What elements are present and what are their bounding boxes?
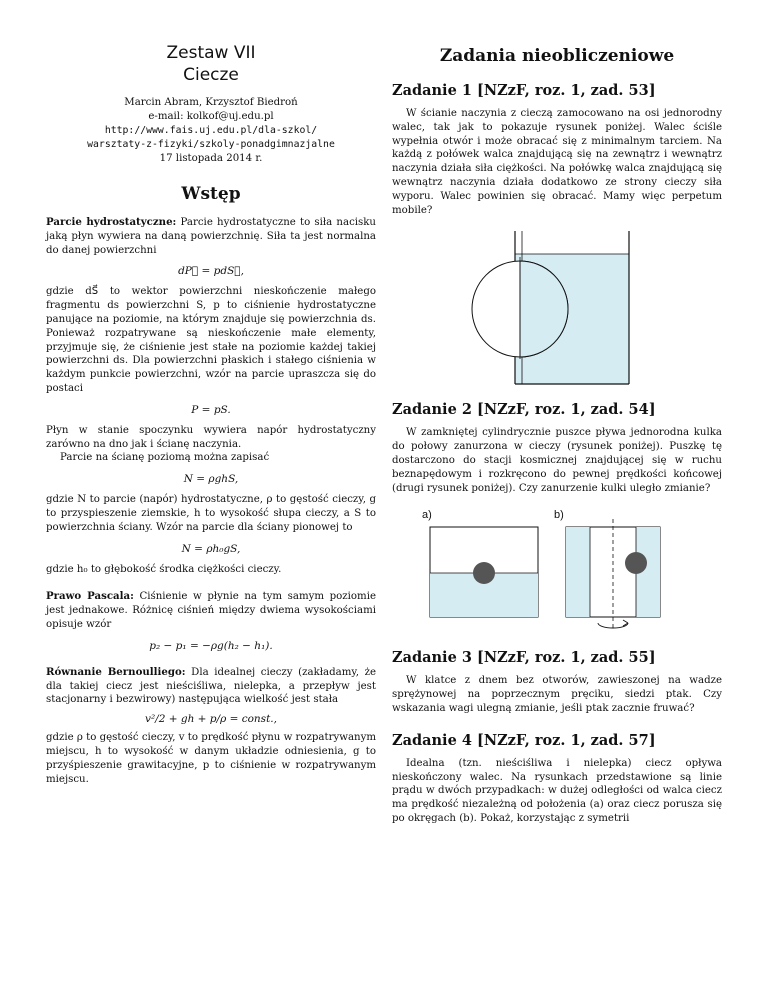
- bernoulli-paragraph: [46, 666, 376, 707]
- z4-text: Idealna (tzn. nieściśliwa i nielepka) ciecz opływa nieskończony walec. Na rysunkach przedstawione są linie prądu w dwóch przypadkach: w dużej odległości od walca ciecz ma prędkość niezależną od położenia (a) oraz ciecz porusza się po okręgach (b). Pokaż, korzystając z symetrii: [392, 757, 722, 824]
- email: e-mail: kolkof@uj.edu.pl: [148, 111, 274, 122]
- napor-text-2: Parcie na ścianę poziomą można zapisać: [60, 452, 270, 464]
- set-title: Zestaw VII: [166, 43, 256, 63]
- fig-label-b: b): [554, 509, 564, 522]
- z2-text: W zamkniętej cylindrycznie puszce pływa jednorodna kulka do połowy zanurzona w cieczy (rysunek poniżej). Puszkę tę dostarczono do stacji kosmicznej znajdującej się w ruchu beznapędowym i rozkręcono do pewnej prędkości końcowej (drugi rysunek poniżej). Czy zanurzenie kulki uległo zmianie?: [392, 427, 722, 494]
- liquid-b-left: [566, 527, 590, 617]
- url-line-1: http://www.fais.uj.edu.pl/dla-szkol/: [104, 125, 318, 136]
- authors: Marcin Abram, Krzysztof Biedroń: [124, 97, 298, 108]
- figure-cylinder-in-wall: [392, 229, 722, 389]
- ball-a: [473, 562, 495, 584]
- fig-label-a: a): [422, 509, 432, 522]
- url-line-2: warsztaty-z-fizyki/szkoly-ponadgimnazjalne: [87, 139, 335, 150]
- bernoulli-text: Dla idealnej cieczy (zakładamy, że dla takiej ciecz jest nieściśliwa, nielepka, a przepływ jest stacjonarny i bezwirowy) następująca wielkość jest stała: [46, 666, 377, 706]
- right-column: [392, 0, 722, 826]
- eq-p: P = pS.: [191, 403, 231, 416]
- bernoulli-label: Równanie Bernoulliego:: [46, 665, 186, 678]
- eq-pascal: p₂ − p₁ = −ρg(h₂ − h₁).: [149, 639, 273, 652]
- z1-title: Zadanie 1 [NZzF, roz. 1, zad. 53]: [392, 82, 656, 99]
- eq-dp: dP⃗ = pdS⃗,: [178, 265, 244, 278]
- z3-title: Zadanie 3 [NZzF, roz. 1, zad. 55]: [392, 649, 656, 667]
- hydro-text: Parcie hydrostatyczne to siła nacisku jaką płyn wywiera na daną powierzchnię. Siła ta jest normalna do danej powierzchni: [46, 217, 376, 256]
- date: 17 listopada 2014 r.: [159, 153, 263, 164]
- set-subtitle: Ciecze: [183, 65, 239, 85]
- z1-text: W ścianie naczynia z cieczą zamocowano na osi jednorodny walec, tak jak to pokazuje rysunek poniżej. Walec ściśle wypełnia otwór i może obracać się z minimalnym tarciem. Na każdą z połówek walca znajdującą się na zewnątrz i wewnątrz naczynia działa siła ciężkości. Na połówkę walca znajdującą się wewnątrz naczynia działa dodatkowo ze strony cieczy siła wyporu. Walec powinien się obracać. Mamy więc perpetum mobile?: [392, 108, 722, 216]
- pascal-text: Ciśnienie w płynie na tym samym poziomie jest jednakowe. Różnicę ciśnień między dwiema wysokościami opisuje wzór: [46, 591, 376, 630]
- z2-title: Zadanie 2 [NZzF, roz. 1, zad. 54]: [392, 401, 656, 419]
- eq-n: N = ρghS,: [183, 473, 239, 486]
- z4-title: Zadanie 4 [NZzF, roz. 1, zad. 57]: [392, 731, 656, 749]
- hydro-label: Parcie hydrostatyczne:: [46, 216, 177, 228]
- eq-bernoulli: v²/2 + gh + p/ρ = const.,: [145, 713, 277, 726]
- napor-text-4: gdzie h₀ to głębokość środka ciężkości cieczy.: [46, 563, 282, 575]
- problems-heading: Zadania nieobliczeniowe: [439, 46, 675, 66]
- pascal-paragraph: [46, 590, 376, 631]
- napor-text: Płyn w stanie spoczynku wywiera napór hydrostatyczny zarówno na dno jak i ścianę naczynia.: [46, 424, 376, 450]
- hydro-paragraph: [46, 216, 376, 257]
- z3-text: W klatce z dnem bez otworów, zawieszonej na wadze sprężynowej na poprzecznym pręciku, siedzi ptak. Czy wskazania wagi ulegną zmianie, jeśli ptak zacznie fruwać?: [392, 675, 722, 714]
- bernoulli-text-2: gdzie ρ to gęstość cieczy, v to prędkość płynu w rozpatrywanym miejscu, h to wysokość w danym układzie odniesienia, g to przyśpieszenie grawitacyjne, p to ciśnienie w rozpatrywanym miejscu.: [46, 732, 376, 785]
- ball-b: [625, 552, 647, 574]
- left-column: [46, 0, 376, 786]
- intro-heading: Wstęp: [181, 184, 241, 204]
- napor-text-3: gdzie N to parcie (napór) hydrostatyczne, ρ to gęstość cieczy, g to przyspieszenie ziemskie, h to wysokość słupa cieczy, a S to powierzchnia ściany. Wzór na parcie dla ściany pionowej to: [46, 494, 376, 533]
- hydro-text-2: gdzie dS⃗ to wektor powierzchni nieskończenie małego fragmentu ds powierzchni S, p to ciśnienie hydrostatyczne panujące na poziomie, na którym znajduje się powierzchnia ds. Ponieważ rozpatrywane są nieskończenie małe elementy, przyjmuje się, że ciśnienie jest stałe na poziomie każdej takiej powierzchni ds. Dla powierzchni płaskich i stałego ciśnienia w każdym punkcie powierzchni, wzór na parcie upraszcza się do postaci: [46, 286, 376, 394]
- pascal-label: Prawo Pascala:: [46, 590, 134, 603]
- eq-n0: N = ρh₀gS,: [181, 542, 241, 555]
- figure-floating-ball: [392, 505, 722, 635]
